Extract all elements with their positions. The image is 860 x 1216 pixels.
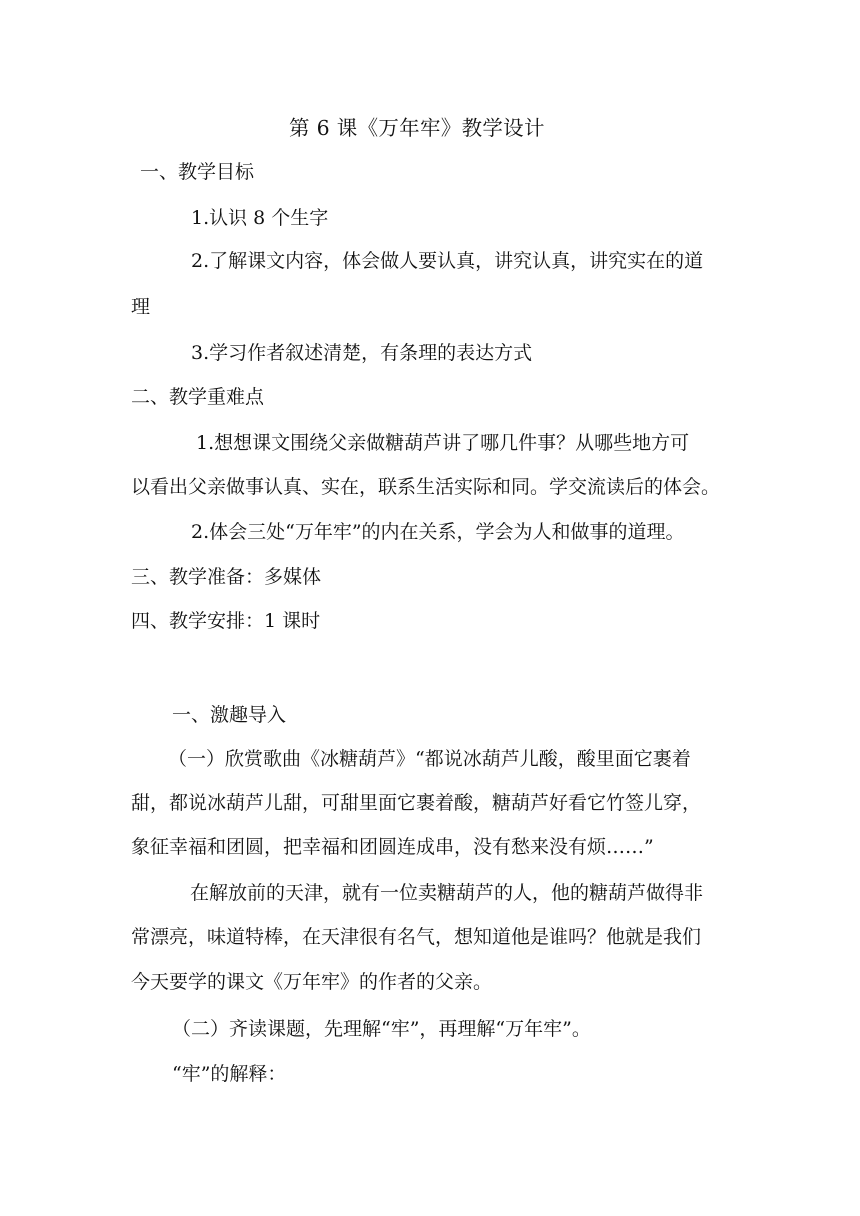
key-point-2: 2.体会三处“万年牢”的内在关系，学会为人和做事的道理。 bbox=[191, 521, 685, 543]
objectives-heading: 一、教学目标 bbox=[140, 161, 255, 183]
intro-story-line-1: 在解放前的天津，就有一位卖糖葫芦的人，他的糖葫芦做得非 bbox=[190, 882, 704, 904]
intro-song-line-1: （一）欣赏歌曲《冰糖葫芦》“都说冰葫芦儿酸，酸里面它裹着 bbox=[168, 748, 691, 770]
process-heading: 一、激趣导入 bbox=[172, 704, 287, 726]
intro-song-line-2: 甜，都说冰葫芦儿甜，可甜里面它裹着酸，糖葫芦好看它竹签儿穿， bbox=[131, 792, 702, 814]
read-title-instruction: （二）齐读课题，先理解“牢”，再理解“万年牢”。 bbox=[172, 1018, 591, 1040]
objective-3: 3.学习作者叙述清楚，有条理的表达方式 bbox=[191, 342, 533, 364]
key-point-1-continued: 以看出父亲做事认真、实在，联系生活实际和同。学交流读后的体会。 bbox=[131, 476, 721, 498]
definition-label: “牢”的解释： bbox=[172, 1063, 287, 1085]
intro-story-line-2: 常漂亮，味道特棒，在天津很有名气，想知道他是谁吗？他就是我们 bbox=[131, 926, 702, 948]
objective-2: 2.了解课文内容，体会做人要认真，讲究认真，讲究实在的道 bbox=[191, 250, 704, 272]
intro-story-line-3: 今天要学的课文《万年牢》的作者的父亲。 bbox=[131, 971, 493, 993]
objective-1: 1.认识 8 个生字 bbox=[191, 207, 329, 229]
intro-song-line-3: 象征幸福和团圆，把幸福和团圆连成串，没有愁来没有烦……” bbox=[131, 836, 654, 858]
document-title: 第 6 课《万年牢》教学设计 bbox=[289, 116, 545, 140]
key-point-1: 1.想想课文围绕父亲做糖葫芦讲了哪几件事？从哪些地方可 bbox=[196, 432, 690, 454]
schedule: 四、教学安排：1 课时 bbox=[131, 610, 321, 632]
key-points-heading: 二、教学重难点 bbox=[131, 386, 265, 408]
objective-2-continued: 理 bbox=[131, 296, 151, 318]
preparation: 三、教学准备：多媒体 bbox=[131, 566, 322, 588]
